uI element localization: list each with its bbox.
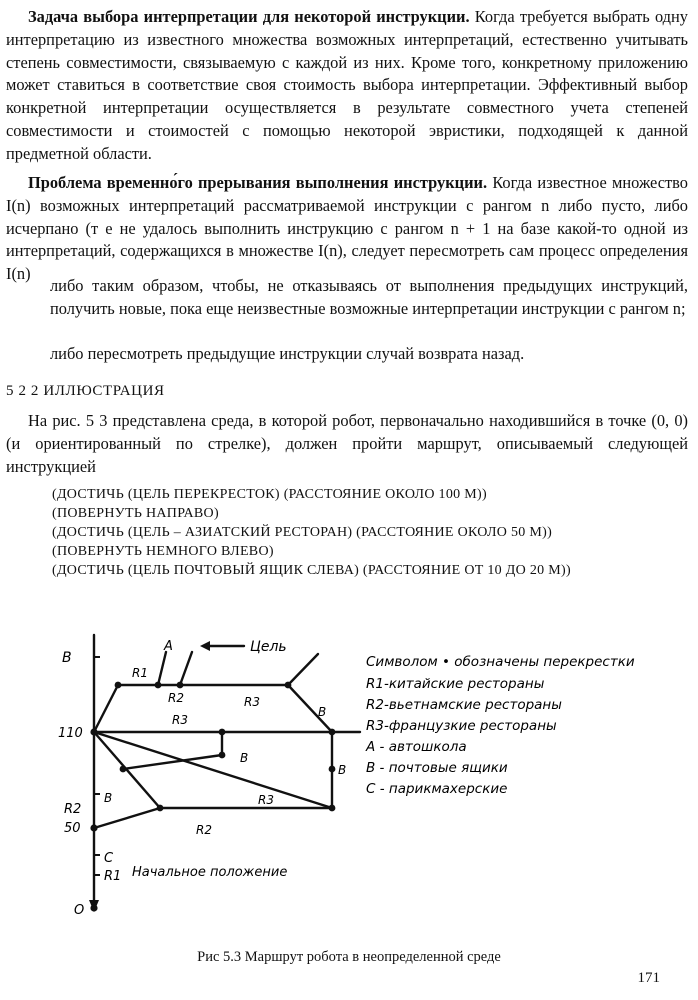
- mailbox-label: B: [240, 751, 249, 765]
- instruction-line: (ДОСТИЧЬ (ЦЕЛЬ – АЗИАТСКИЙ РЕСТОРАН) (РАССТОЯНИЕ ОКОЛО 50 М)): [52, 525, 553, 540]
- axis-label-b: B: [62, 650, 72, 666]
- option-item-2: либо пересмотреть предыдущие инструкции случай возврата назад.: [50, 344, 525, 363]
- legend-item: Символом • обозначены перекрестки: [366, 654, 635, 670]
- road-segment: [94, 732, 332, 808]
- legend-item: R1-китайские рестораны: [366, 676, 545, 692]
- mailbox-label: B: [338, 763, 347, 777]
- figure-caption: Рис 5.3 Маршрут робота в неопределенной среде: [197, 949, 501, 965]
- page-number: 171: [637, 970, 660, 986]
- paragraph-body: Когда требуется выбрать одну интерпретацию из известного множества возможных интерпретаций, естественно учитывать степень совместимости, связываемую с каждой из них. Кроме того, конкретному приложению может ставиться в соответствие своя стоимость выбора интерпретации. Эффективный выбор конкретной интерпретации осуществляется в результате совместного учета степеней совместимости и стоимостей с помощью некоторой эвристики, подходящей к данной предметной области.: [6, 7, 688, 163]
- french-restaurant-label: R3: [172, 713, 188, 727]
- legend-item: B - почтовые ящики: [366, 760, 508, 776]
- road-segment: [94, 685, 118, 732]
- paragraph-body: Когда известное множество I(n) возможных интерпретаций рассматриваемой инструкции с рангом n либо пусто, либо исчерпано (т е не удалось выполнить инструкцию с рангом n + 1 на базе какой-то одной из интерпретаций, содержащихся в множестве I(n), следует пересмотреть сам процесс определения I(n): [6, 173, 689, 284]
- axis-label-r2: R2: [64, 802, 82, 817]
- robot-route-figure: [0, 630, 698, 950]
- legend-item: C - парикмахерские: [366, 781, 508, 797]
- legend-item: R3-французкие рестораны: [366, 718, 557, 734]
- instruction-line: (ДОСТИЧЬ (ЦЕЛЬ ПЕРЕКРЕСТОК) (РАССТОЯНИЕ ОКОЛО 100 М)): [52, 487, 487, 502]
- start-position-label: Начальное положение: [132, 865, 288, 880]
- vietnamese-restaurant-label: R2: [196, 823, 212, 837]
- axis-label-c: C: [104, 851, 114, 866]
- paragraph-heading: Проблема временно́го прерывания выполнения инструкции.: [28, 173, 488, 192]
- paragraph-illustration: На рис. 5 3 представлена среда, в которой робот, первоначально находившийся в точке (0, 0) (и ориентированный по стрелке), должен пройти маршрут, описываемый следующей инструкцией: [6, 411, 688, 476]
- legend-item: R2-вьетнамские рестораны: [366, 697, 562, 713]
- driving-school-label: A: [164, 639, 173, 654]
- goal-label: Цель: [250, 639, 287, 655]
- axis-label-origin: O: [74, 903, 85, 918]
- instruction-line: (ПОВЕРНУТЬ НАПРАВО): [52, 506, 219, 521]
- instruction-line: (ДОСТИЧЬ (ЦЕЛЬ ПОЧТОВЫЙ ЯЩИК СЛЕВА) (РАССТОЯНИЕ ОТ 10 ДО 20 М)): [52, 563, 571, 578]
- legend-item: A - автошкола: [366, 739, 467, 755]
- mailbox-label: B: [104, 791, 113, 805]
- instruction-line: (ПОВЕРНУТЬ НЕМНОГО ВЛЕВО): [52, 544, 274, 559]
- road-segment: [158, 652, 166, 685]
- option-item-1: либо таким образом, чтобы, не отказываясь от выполнения предыдущих инструкций, получить новые, пока еще неизвестные возможные интерпретации инструкции с рангом n;: [50, 276, 688, 318]
- paragraph-interruption: [6, 172, 688, 286]
- axis-label-r1: R1: [104, 869, 122, 884]
- goal-arrow-head: [200, 641, 210, 651]
- paragraph-interpretation-choice: [6, 6, 688, 166]
- french-restaurant-label: R3: [258, 793, 274, 807]
- road-segment: [288, 654, 318, 685]
- section-heading: 5 2 2 ИЛЛЮСТРАЦИЯ: [6, 383, 165, 399]
- paragraph-heading: Задача выбора интерпретации для некоторой инструкции.: [28, 7, 470, 26]
- road-segment: [94, 808, 160, 828]
- mailbox-label: B: [318, 705, 327, 719]
- axis-label-110: 110: [58, 726, 83, 741]
- road-segment: [180, 652, 192, 685]
- axis-label-50: 50: [64, 821, 81, 836]
- figure-legend: [365, 654, 635, 797]
- vietnamese-restaurant-label: R2: [168, 691, 184, 705]
- french-restaurant-label: R3: [244, 695, 260, 709]
- chinese-restaurant-label: R1: [132, 666, 148, 680]
